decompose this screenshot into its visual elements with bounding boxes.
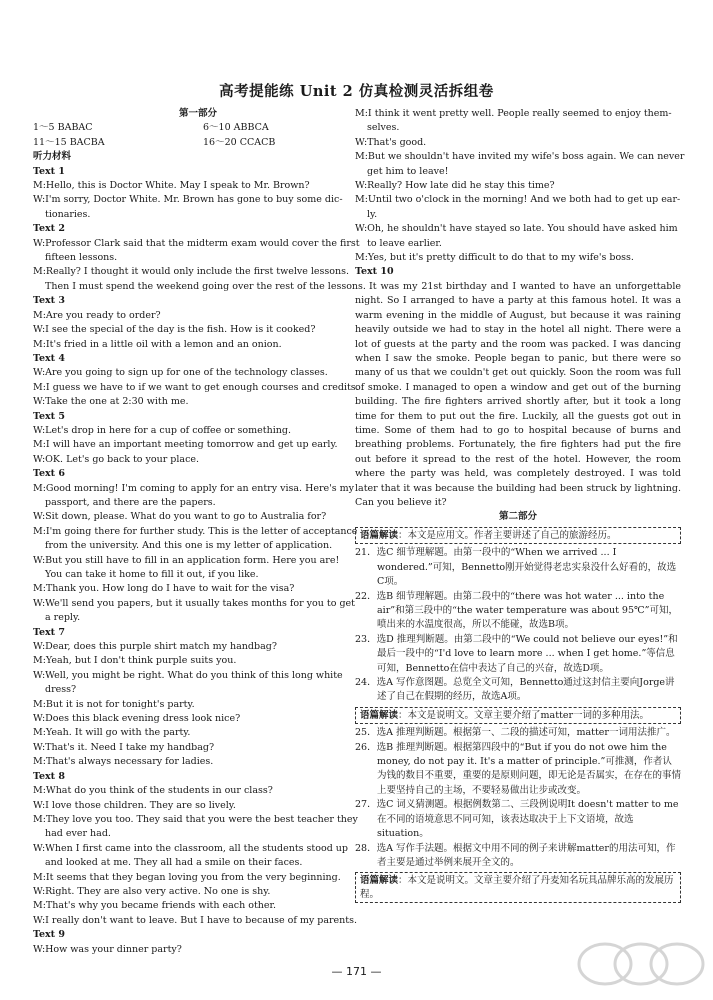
text-heading: Text 3 — [33, 295, 65, 307]
transcript-line: M:They love you too. They said that you were the best teacher they — [33, 813, 358, 825]
text-heading: Text 6 — [33, 468, 65, 480]
answer-row — [33, 121, 363, 135]
transcript-line: W:That's it. Need I take my handbag? — [33, 741, 215, 753]
transcript-line: W:That's good. — [355, 136, 427, 148]
transcript-line: W:Dear, does this purple shirt match my handbag? — [33, 641, 277, 653]
transcript-line: M:I think it went pretty well. People really seemed to enjoy them- — [355, 108, 672, 119]
transcript-line: fifteen lessons. — [45, 252, 118, 264]
box-text: ：本文是说明文。文章主要介绍了丹麦知名玩具品牌乐高的发展历程。 — [360, 875, 674, 900]
text-heading: Text 10 — [355, 266, 394, 278]
explanation-item: 23．选D 推理判断题。由第二段中的“We could not believe our eyes!”和最后一段中的“I'd love to learn more ... when I get home.”等信息可知，Bennetto在信中表达了自己的兴奋，故选D项。 — [355, 633, 678, 674]
transcript-line: get him to leave! — [367, 165, 449, 177]
page-title: 高考提能练 Unit 2 仿真检测灵活拆组卷 — [219, 83, 494, 100]
transcript-line: W:I'm sorry, Doctor White. Mr. Brown has gone to buy some dic- — [33, 194, 343, 206]
transcript-line: M:Yes, but it's pretty difficult to do that to my wife's boss. — [355, 252, 634, 264]
transcript-line: M:What do you think of the students in our class? — [33, 785, 273, 797]
answer-group: 16～20 CCACB — [203, 136, 276, 148]
text-heading: Text 8 — [33, 770, 65, 782]
transcript-line: W:Well, you might be right. What do you think of this long white — [33, 669, 343, 681]
transcript-line: M:I'm going there for further study. This is the letter of acceptance — [33, 525, 358, 537]
transcript-line: W:OK. Let's go back to your place. — [33, 453, 200, 465]
box-label: 语篇解读 — [360, 709, 399, 721]
transcript-line: M:Yeah, but I don't think purple suits you. — [33, 655, 237, 667]
passage-analysis-box — [355, 872, 681, 903]
part1-heading: 第一部分 — [178, 108, 217, 119]
left-column — [33, 107, 366, 957]
transcript-line: M:Really? I thought it would only include the first twelve lessons. — [33, 266, 350, 278]
transcript-line: W:I see the special of the day is the fish. How is it cooked? — [33, 324, 316, 336]
box-text: ：本文是应用文。作者主要讲述了自己的旅游经历。 — [398, 529, 617, 541]
transcript-line: had ever had. — [45, 828, 111, 840]
answer-explanations — [355, 726, 681, 870]
right-column — [355, 107, 685, 905]
transcript-line: selves. — [367, 122, 400, 134]
transcript-line: ly. — [367, 208, 378, 220]
text-heading: Text 4 — [33, 352, 65, 364]
transcript-line: to leave earlier. — [367, 237, 442, 249]
transcript-line: a reply. — [45, 612, 81, 624]
transcript-line: W:But you still have to fill in an application form. Here you are! — [33, 554, 340, 566]
listening-heading: 听力材料 — [33, 151, 72, 163]
explanation-item: 25．选A 推理判断题。根据第一、二段的描述可知，matter一词用法推广。 — [355, 727, 676, 739]
listening-transcript — [33, 165, 366, 957]
transcript-line: W:We'll send you papers, but it usually takes months for you to get — [33, 597, 355, 609]
transcript-line: W:Take the one at 2:30 with me. — [33, 396, 189, 408]
transcript-line: M:Until two o'clock in the morning! And we both had to get up ear- — [355, 194, 681, 206]
answer-group: 6～10 ABBCA — [203, 122, 269, 134]
explanation-item: 24．选A 写作意图题。总览全文可知，Bennetto通过这封信主要向Jorge讲述了自己在假期的经历，故选A项。 — [355, 676, 675, 703]
transcript-line: M:But we shouldn't have invited my wife's boss again. We can never — [355, 151, 685, 163]
text-heading: Text 7 — [33, 626, 65, 638]
transcript-line: tionaries. — [45, 208, 91, 220]
answer-group: 11～15 BACBA — [33, 136, 105, 148]
text-heading: Text 1 — [33, 165, 65, 177]
passage-analysis-box — [355, 707, 681, 725]
transcript-line: W:Really? How late did he stay this time? — [355, 180, 555, 192]
explanation-item: 27．选C 词义猜测题。根据例数第二、三段例说明It doesn't matter to me在不同的语境意思不同可知，该表达取决于上下文语境，故选situation。 — [355, 799, 679, 840]
transcript-line: W:When I first came into the classroom, all the students stood up — [33, 842, 348, 854]
transcript-line: and looked at me. They all had a smile on their faces. — [45, 857, 303, 869]
transcript-line: M:It's fried in a little oil with a lemon and an onion. — [33, 338, 282, 350]
transcript-line: M:Yeah. It will go with the party. — [33, 727, 191, 739]
transcript-line: M:That's always necessary for ladies. — [33, 756, 214, 768]
transcript-line: W:Let's drop in here for a cup of coffee or something. — [33, 424, 291, 436]
answer-row — [33, 136, 363, 150]
transcript-line: M:But it is not for tonight's party. — [33, 698, 195, 710]
explanation-item: 22．选B 细节理解题。由第二段中的“there was hot water ... into the air”和第三段中的“the water temperature was about 95℃”可知，喷出来的水温度很高，所以不能碰，故选B项。 — [355, 590, 678, 631]
transcript-line: W:Right. They are also very active. No one is shy. — [33, 885, 271, 897]
transcript-line: M:Good morning! I'm coming to apply for an entry visa. Here's my — [33, 482, 355, 494]
transcript-line: M:It seems that they began loving you from the very beginning. — [33, 871, 341, 883]
passage-analysis-box — [355, 527, 681, 545]
transcript-continued — [355, 107, 685, 280]
transcript-line: W:Sit down, please. What do you want to go to Australia for? — [33, 511, 327, 523]
box-label: 语篇解读 — [360, 529, 399, 541]
explanation-item: 26．选B 推理判断题。根据第四段中的“But if you do not owe him the money, do not pay it. It's a matter of principle.”可推测，作者认为钱的数目不重要，重要的是原则问题，即无论是否属实，在存在的事情上要坚持自己的主场，不要轻易做出让步或改变。 — [355, 741, 682, 796]
part2-heading: 第二部分 — [498, 511, 537, 523]
transcript-line: M:Are you ready to order? — [33, 309, 161, 321]
text-heading: Text 5 — [33, 410, 65, 422]
text-heading: Text 2 — [33, 223, 65, 235]
transcript-line: passport, and there are the papers. — [45, 496, 216, 508]
transcript-line: W:I love those children. They are so lively. — [33, 799, 236, 811]
answer-explanations — [355, 546, 681, 704]
transcript-line: W:I really don't want to leave. But I have to because of my parents. — [33, 914, 358, 926]
watermark-logo — [575, 940, 707, 996]
box-text: ：本文是说明文。文章主要介绍了matter一词的多种用法。 — [398, 709, 649, 721]
transcript-line: Then I must spend the weekend going over the rest of the lessons. — [45, 280, 366, 292]
box-label: 语篇解读 — [360, 875, 399, 887]
transcript-line: M:I guess we have to if we want to get enough courses and credits. — [33, 381, 359, 393]
transcript-line: W:Professor Clark said that the midterm exam would cover the first — [33, 237, 360, 249]
text-heading: Text 9 — [33, 929, 65, 941]
transcript-line: W:Does this black evening dress look nice? — [33, 713, 241, 725]
transcript-line: W:How was your dinner party? — [33, 943, 182, 955]
page-number: — 171 — — [331, 965, 382, 978]
explanation-item: 28．选A 写作手法题。根据文中用不同的例子来讲解matter的用法可知，作者主要是通过举例来展开全文的。 — [355, 842, 676, 868]
answer-group: 1～5 BABAC — [33, 122, 93, 134]
transcript-line: You can take it home to fill it out, if you like. — [45, 569, 259, 580]
transcript-line: M:That's why you became friends with each other. — [33, 900, 277, 912]
transcript-line: M:Thank you. How long do I have to wait for the visa? — [33, 583, 295, 595]
transcript-line: M:Hello, this is Doctor White. May I speak to Mr. Brown? — [33, 180, 310, 192]
transcript-line: M:I will have an important meeting tomorrow and get up early. — [33, 439, 338, 451]
explanation-item: 21．选C 细节理解题。由第一段中的“When we arrived ... I wondered.”可知，Bennetto刚开始觉得老忠实泉没什么好看的，故选C项。 — [355, 547, 677, 588]
transcript-line: W:Oh, he shouldn't have stayed so late. You should have asked him — [355, 223, 678, 235]
transcript-line: dress? — [45, 684, 77, 696]
transcript-line: from the university. And this one is my letter of application. — [45, 540, 333, 552]
text10-paragraph: It was my 21st birthday and I wanted to have an unforgettable night. So I arranged to have a party at this famous hotel. It was a warm evening in the middle of August, but because it was raining heavily outside we had to stay in the hotel all night. There were a lot of guests at the party and the room was packed. I was dancing when I saw the smoke. People began to panic, but there were so many of us that we couldn't get out quickly. Soon the room was full of smoke. I managed to open a window and get out of the burning building. The fire fighters arrived shortly after, but it took a long time for them to put out the fire. Luckily, all the guests got out in time. Some of them had to go to hospital because of burns and breathing problems. Fortunately, the fire fighters had put the fire out before it spread to the rest of the hotel. However, the room where the party was held, was completely destroyed. I was told later that it was because the building had been struck by lightning. Can you believe it? — [355, 280, 681, 508]
transcript-line: W:Are you going to sign up for one of the technology classes. — [33, 367, 328, 379]
